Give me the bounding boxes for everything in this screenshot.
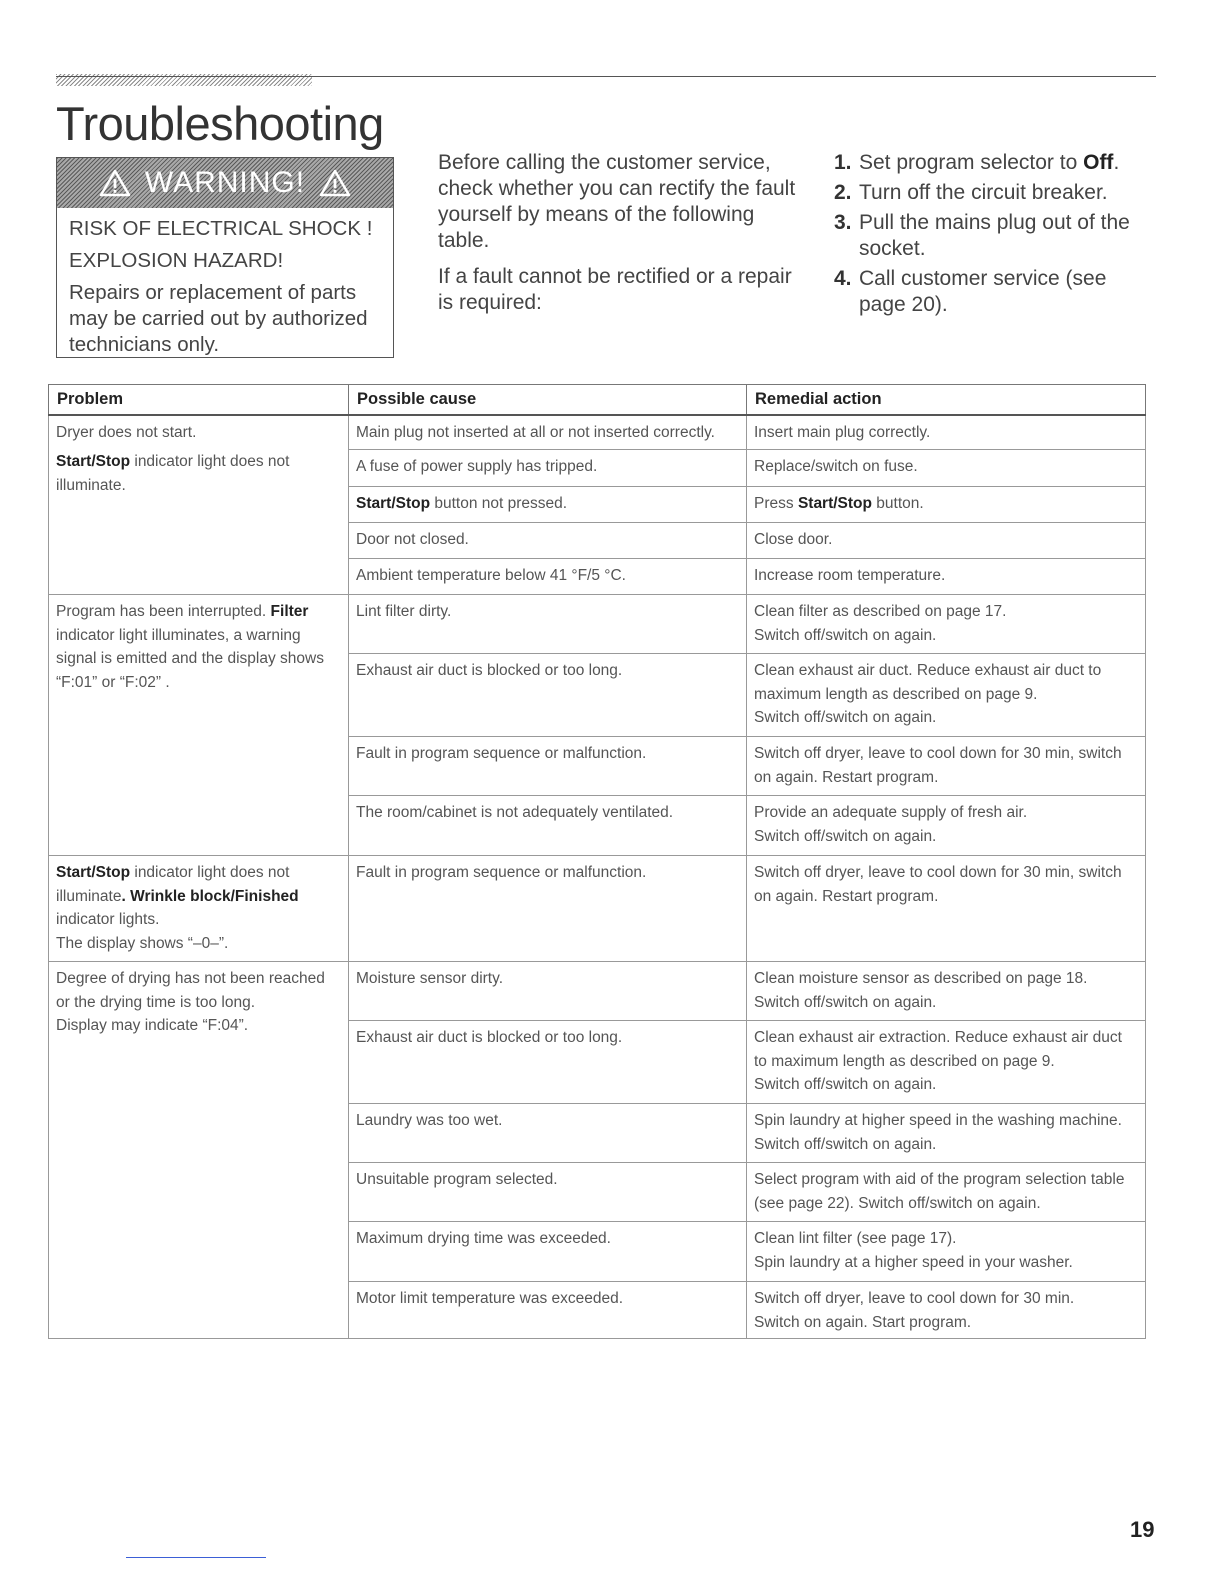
warning-box	[56, 157, 394, 358]
footer-link-line	[126, 1557, 266, 1558]
table-row	[49, 415, 1146, 450]
action-cell: Select program with aid of the program selection table (see page 22). Switch off/switch on again.	[747, 1163, 1146, 1222]
action-cell: Clean filter as described on page 17. Switch off/switch on again.	[747, 595, 1146, 654]
step-text: Turn off the circuit breaker.	[859, 181, 1108, 204]
cause-cell: A fuse of power supply has tripped.	[349, 450, 747, 487]
cause-cell: Fault in program sequence or malfunction.	[349, 856, 747, 962]
intro-paragraph: If a fault cannot be rectified or a repair is required:	[438, 265, 792, 314]
cause-cell: Motor limit temperature was exceeded.	[349, 1282, 747, 1339]
cause-cell: Unsuitable program selected.	[349, 1163, 747, 1222]
column-header-action: Remedial action	[747, 385, 1146, 415]
header-rule	[56, 76, 1156, 77]
cause-cell: The room/cabinet is not adequately ventilated.	[349, 796, 747, 856]
step-number: 1.	[834, 151, 852, 174]
table-row	[49, 962, 1146, 1021]
action-cell: Switch off dryer, leave to cool down for 30 min, switch on again. Restart program.	[747, 737, 1146, 796]
cause-cell: Start/Stop button not pressed.	[349, 487, 747, 523]
step-item	[834, 150, 1154, 176]
problem-cell: Degree of drying has not been reached or the drying time is too long. Display may indicate “F:04”.	[49, 962, 349, 1339]
step-text: Set program selector to Off.	[859, 151, 1120, 174]
problem-cell: Start/Stop indicator light does not illuminate. Wrinkle block/Finished indicator lights. The display shows “–0–”.	[49, 856, 349, 962]
cause-cell: Exhaust air duct is blocked or too long.	[349, 654, 747, 737]
warning-line-explosion: EXPLOSION HAZARD!	[69, 249, 284, 272]
problem-cell: Dryer does not start. Start/Stop indicator light does not illuminate.	[49, 415, 349, 595]
column-header-cause: Possible cause	[349, 385, 747, 415]
action-cell: Clean exhaust air extraction. Reduce exhaust air duct to maximum length as described on page 9. Switch off/switch on again.	[747, 1021, 1146, 1104]
cause-cell: Lint filter dirty.	[349, 595, 747, 654]
intro-text	[438, 150, 798, 326]
warning-triangle-icon	[319, 169, 351, 197]
warning-triangle-icon	[99, 169, 131, 197]
action-cell: Press Start/Stop button.	[747, 487, 1146, 523]
warning-line-repairs: Repairs or replacement of parts may be carried out by authorized technicians only.	[69, 281, 368, 356]
warning-heading: WARNING!	[144, 166, 306, 199]
warning-line-shock: RISK OF ELECTRICAL SHOCK !	[69, 217, 373, 240]
table-row	[49, 856, 1146, 962]
action-cell: Clean moisture sensor as described on page 18. Switch off/switch on again.	[747, 962, 1146, 1021]
step-number: 2.	[834, 181, 852, 204]
action-cell: Spin laundry at higher speed in the washing machine. Switch off/switch on again.	[747, 1104, 1146, 1163]
action-cell: Clean lint filter (see page 17). Spin laundry at a higher speed in your washer.	[747, 1222, 1146, 1282]
action-cell: Replace/switch on fuse.	[747, 450, 1146, 487]
warning-header	[57, 158, 393, 208]
cause-cell: Fault in program sequence or malfunction.	[349, 737, 747, 796]
cause-cell: Main plug not inserted at all or not inserted correctly.	[349, 415, 747, 450]
cause-cell: Laundry was too wet.	[349, 1104, 747, 1163]
action-cell: Provide an adequate supply of fresh air. Switch off/switch on again.	[747, 796, 1146, 856]
action-cell: Clean exhaust air duct. Reduce exhaust air duct to maximum length as described on page 9. Switch off/switch on again.	[747, 654, 1146, 737]
action-cell: Switch off dryer, leave to cool down for 30 min, switch on again. Restart program.	[747, 856, 1146, 962]
cause-cell: Moisture sensor dirty.	[349, 962, 747, 1021]
step-text: Pull the mains plug out of the socket.	[859, 211, 1130, 260]
step-text: Call customer service (see page 20).	[859, 267, 1107, 316]
problem-cell: Program has been interrupted. Filter indicator light illuminates, a warning signal is emitted and the display shows “F:01” or “F:02” .	[49, 595, 349, 856]
action-cell: Insert main plug correctly.	[747, 415, 1146, 450]
step-number: 4.	[834, 267, 852, 290]
action-cell: Switch off dryer, leave to cool down for 30 min. Switch on again. Start program.	[747, 1282, 1146, 1339]
table-row	[49, 595, 1146, 654]
step-item	[834, 180, 1154, 206]
action-cell: Increase room temperature.	[747, 559, 1146, 595]
column-header-problem: Problem	[49, 385, 349, 415]
step-item	[834, 210, 1154, 262]
cause-cell: Ambient temperature below 41 °F/5 °C.	[349, 559, 747, 595]
cause-cell: Maximum drying time was exceeded.	[349, 1222, 747, 1282]
page-title: Troubleshooting	[56, 97, 384, 150]
steps-list	[834, 150, 1154, 322]
page-number: 19	[1130, 1517, 1155, 1542]
table-header-row	[49, 385, 1146, 415]
cause-cell: Door not closed.	[349, 523, 747, 559]
warning-body	[57, 208, 393, 358]
cause-cell: Exhaust air duct is blocked or too long.	[349, 1021, 747, 1104]
action-cell: Close door.	[747, 523, 1146, 559]
intro-paragraph: Before calling the customer service, check whether you can rectify the fault yourself by means of the following table.	[438, 151, 796, 252]
step-number: 3.	[834, 211, 852, 234]
step-item	[834, 266, 1154, 318]
troubleshooting-table	[48, 384, 1146, 1339]
